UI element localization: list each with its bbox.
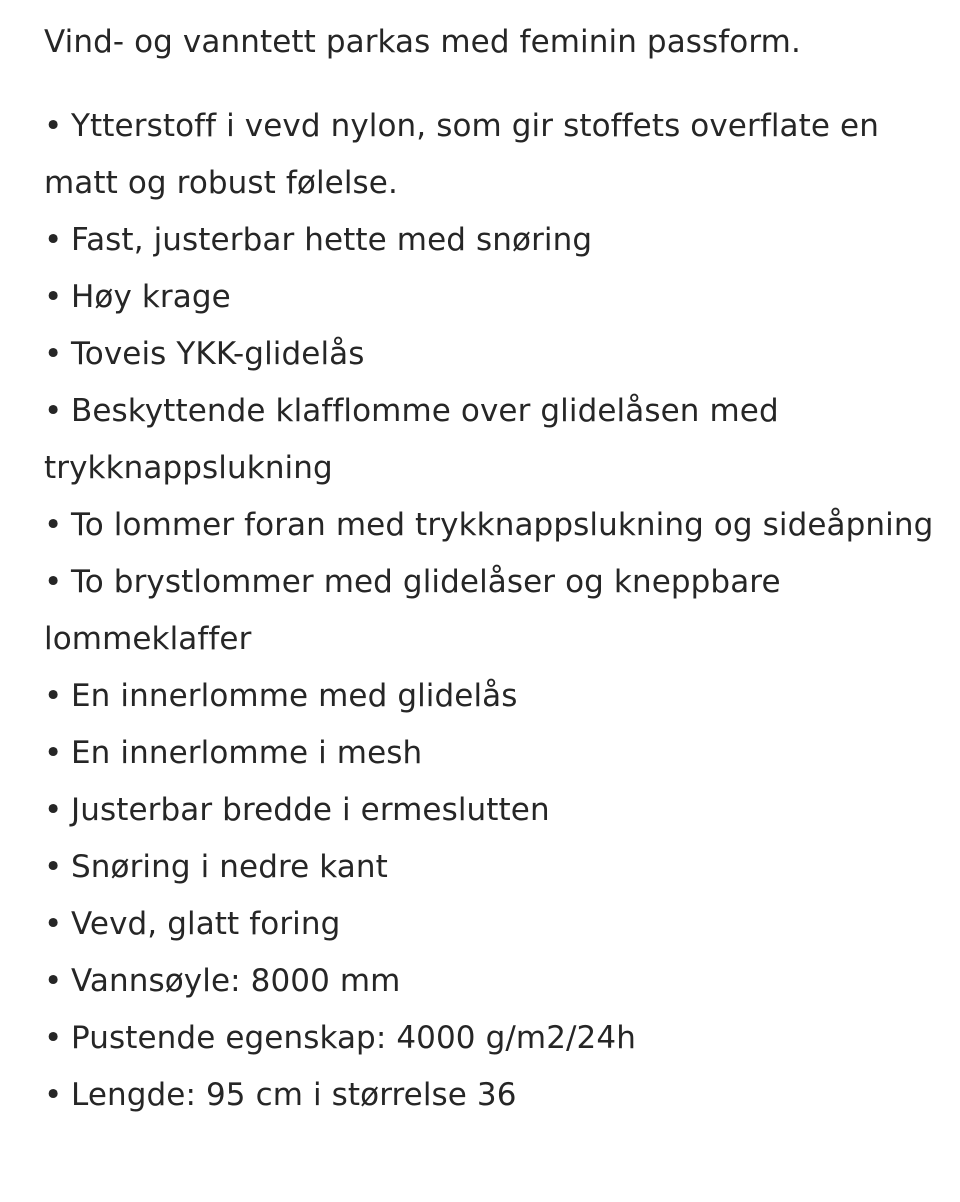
feature-item	[44, 725, 944, 782]
feature-text: En innerlomme i mesh	[71, 735, 423, 771]
bullet-icon: •	[44, 963, 63, 999]
bullet-icon: •	[44, 849, 63, 885]
feature-text: Ytterstoff i vevd nylon, som gir stoffets overflate en matt og robust følelse.	[44, 108, 879, 201]
feature-item	[44, 1067, 944, 1124]
feature-item	[44, 668, 944, 725]
bullet-icon: •	[44, 393, 63, 429]
feature-text: To lommer foran med trykknappslukning og sideåpning	[71, 507, 934, 543]
bullet-icon: •	[44, 222, 63, 258]
bullet-icon: •	[44, 279, 63, 315]
feature-text: Toveis YKK-glidelås	[71, 336, 365, 372]
feature-text: Lengde: 95 cm i størrelse 36	[71, 1077, 517, 1113]
feature-item	[44, 98, 944, 212]
bullet-icon: •	[44, 336, 63, 372]
bullet-icon: •	[44, 678, 63, 714]
bullet-icon: •	[44, 906, 63, 942]
intro-text: Vind- og vanntett parkas med feminin passform.	[44, 24, 801, 60]
bullet-icon: •	[44, 507, 63, 543]
feature-text: Snøring i nedre kant	[71, 849, 388, 885]
feature-item	[44, 383, 944, 497]
feature-text: Fast, justerbar hette med snøring	[71, 222, 593, 258]
feature-list	[44, 98, 944, 1124]
bullet-icon: •	[44, 564, 63, 600]
feature-item	[44, 554, 944, 668]
feature-item	[44, 839, 944, 896]
bullet-icon: •	[44, 1020, 63, 1056]
feature-item	[44, 1010, 944, 1067]
bullet-icon: •	[44, 108, 63, 144]
feature-text: En innerlomme med glidelås	[71, 678, 518, 714]
feature-text: Vevd, glatt foring	[71, 906, 341, 942]
feature-item	[44, 212, 944, 269]
feature-text: Beskyttende klafflomme over glidelåsen med trykknappslukning	[44, 393, 779, 486]
feature-item	[44, 269, 944, 326]
feature-text: Høy krage	[71, 279, 231, 315]
product-description	[44, 14, 944, 1124]
feature-item	[44, 782, 944, 839]
feature-text: Justerbar bredde i ermeslutten	[71, 792, 550, 828]
feature-text: Pustende egenskap: 4000 g/m2/24h	[71, 1020, 636, 1056]
feature-text: To brystlommer med glidelåser og kneppbare lommeklaffer	[44, 564, 781, 657]
feature-item	[44, 953, 944, 1010]
bullet-icon: •	[44, 792, 63, 828]
bullet-icon: •	[44, 1077, 63, 1113]
feature-text: Vannsøyle: 8000 mm	[71, 963, 401, 999]
feature-item	[44, 896, 944, 953]
feature-item	[44, 497, 944, 554]
bullet-icon: •	[44, 735, 63, 771]
feature-item	[44, 326, 944, 383]
